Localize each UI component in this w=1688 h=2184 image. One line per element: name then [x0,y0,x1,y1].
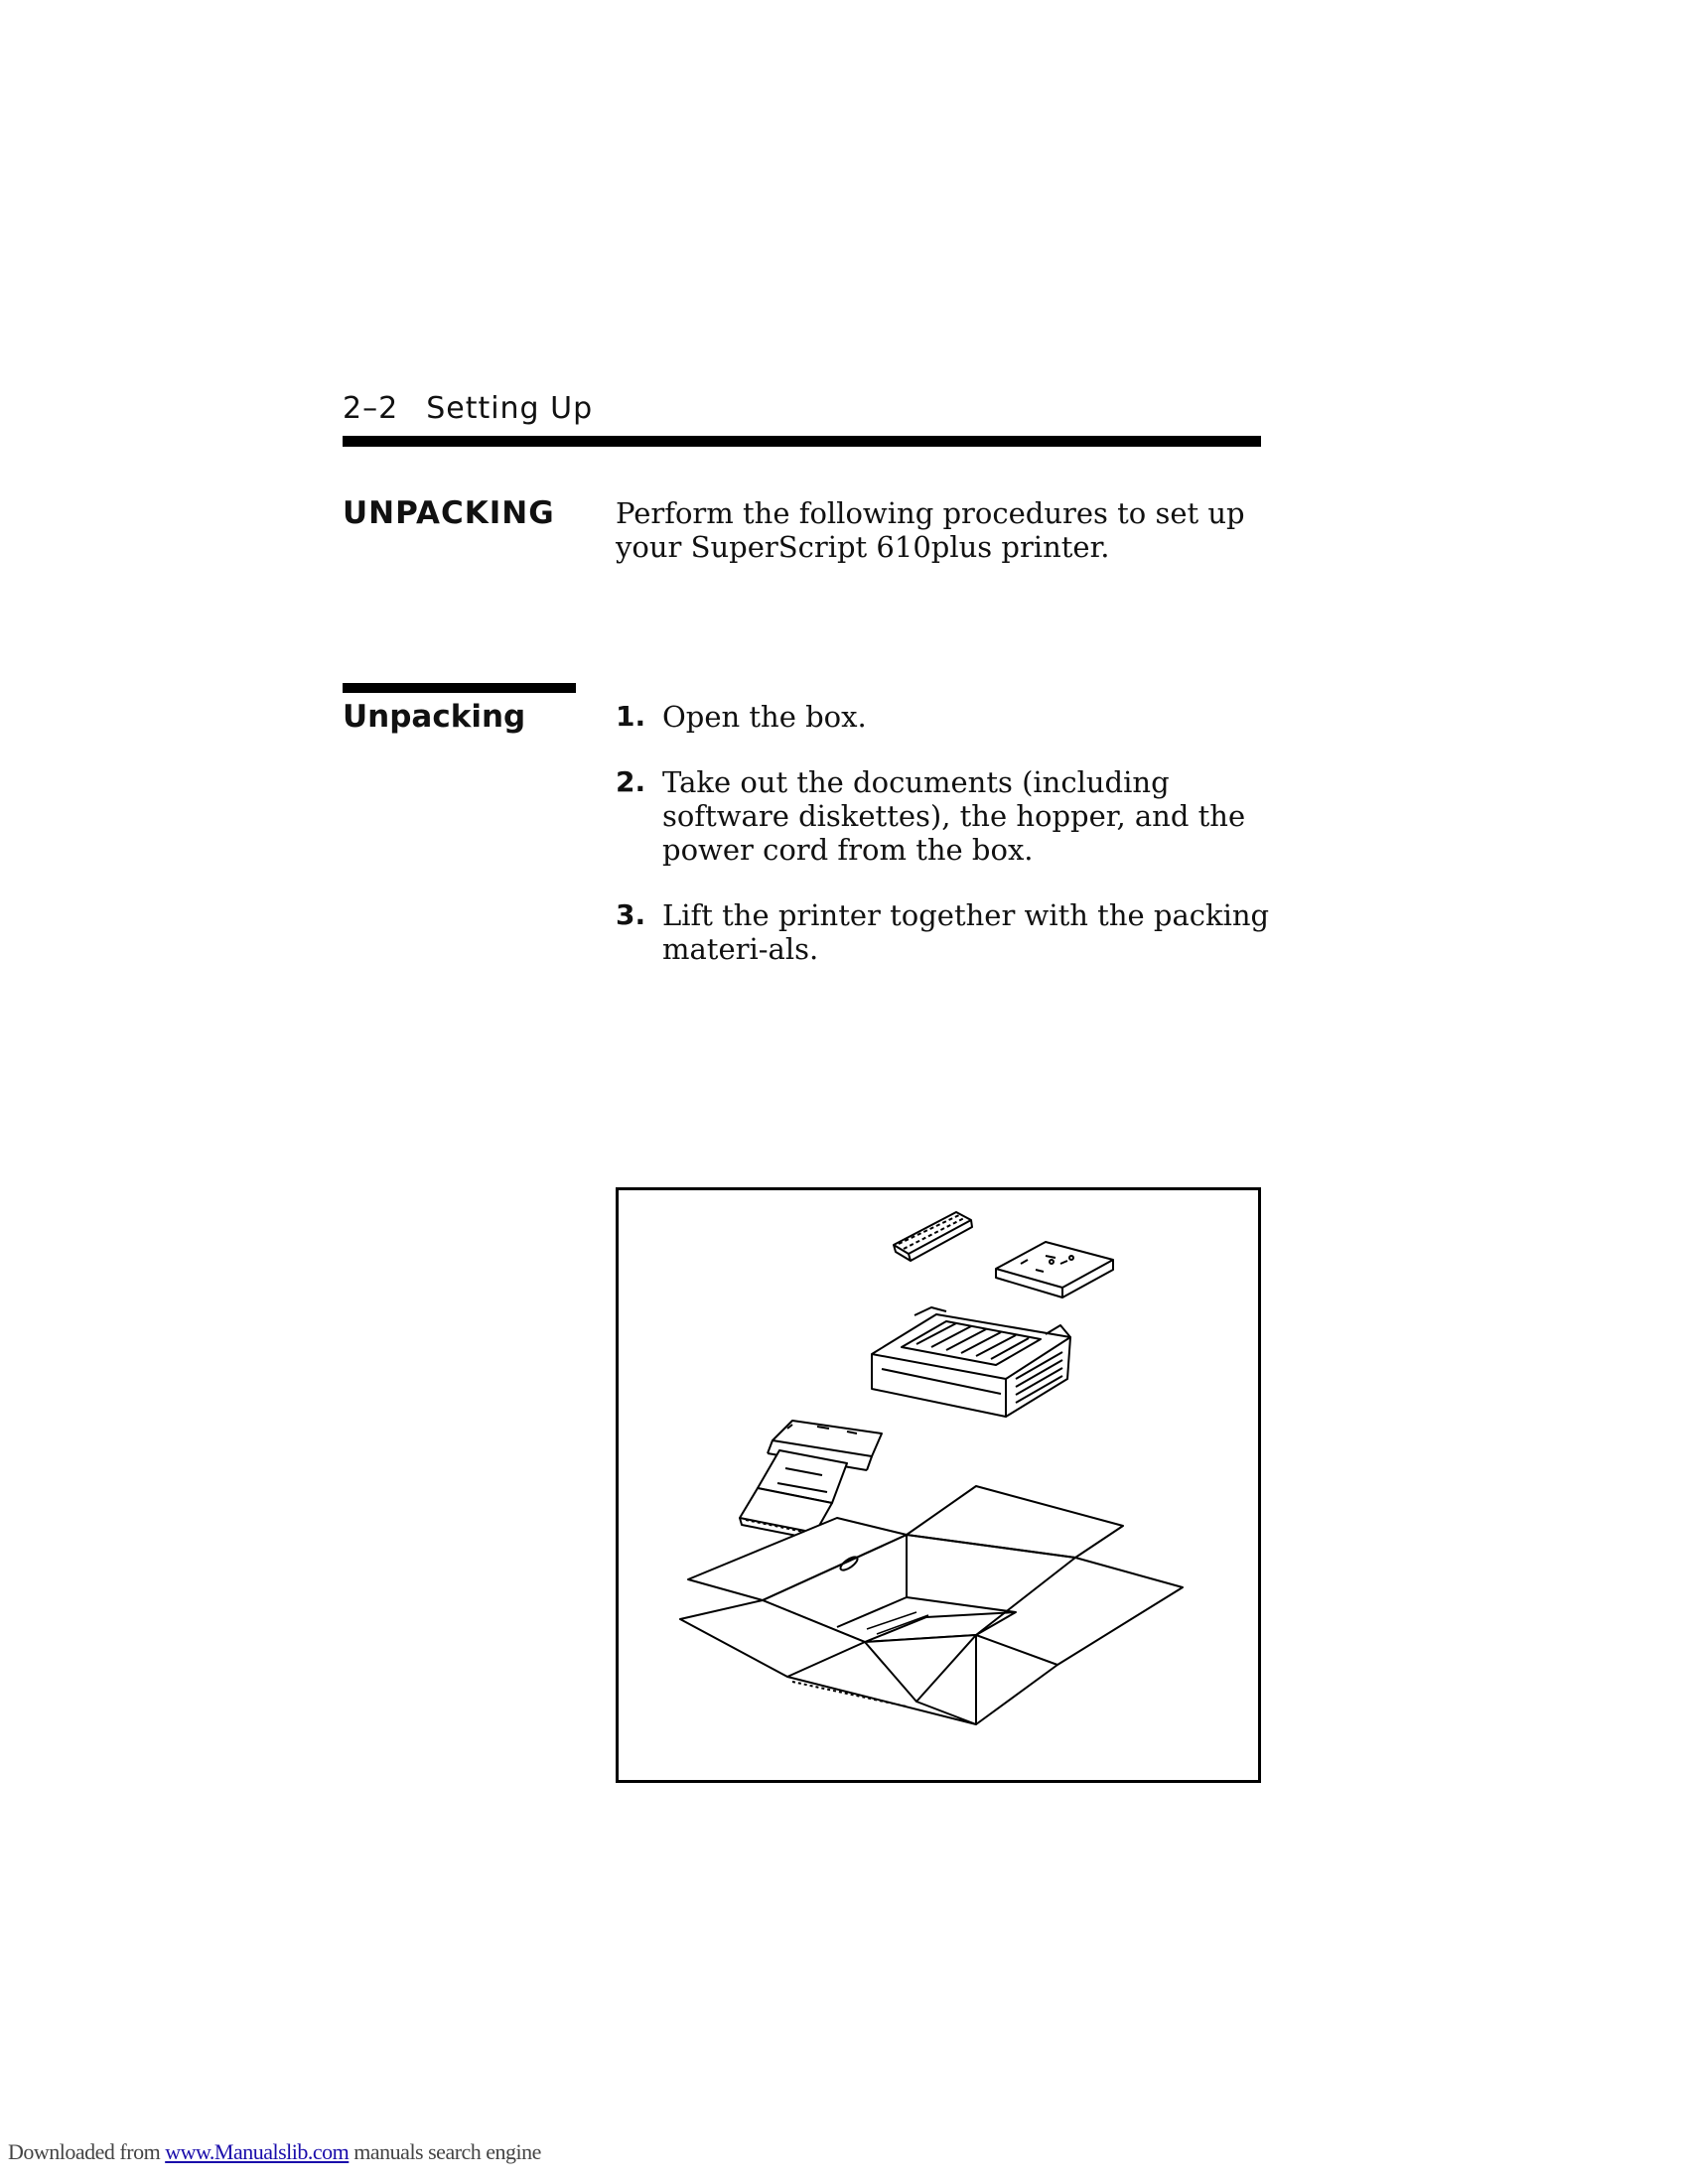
footer-suffix: manuals search engine [349,2139,541,2164]
step-text: Take out the documents (including software diskettes), the hopper, and the power cord from the box. [662,765,1246,867]
main-heading: UNPACKING [343,495,555,531]
intro-paragraph: Perform the following procedures to set up your SuperScript 610plus printer. [616,496,1245,564]
running-header [343,391,593,426]
subheading-rule [343,683,576,693]
step-item [616,898,1271,966]
download-footer [8,2139,541,2165]
manualslib-link[interactable]: www.Manualslib.com [165,2139,350,2164]
steps-list [616,700,1271,998]
unpacking-drawing [619,1190,1258,1780]
documents-box-icon [996,1242,1113,1297]
step-number: 2. [616,765,646,798]
header-rule [343,436,1261,447]
page-number: 2–2 [343,391,399,426]
sub-heading: Unpacking [343,699,526,735]
printer-icon [872,1307,1070,1417]
power-cord-icon [894,1212,972,1261]
step-text: Open the box. [662,700,867,734]
hopper-icon [740,1421,882,1540]
footer-prefix: Downloaded from [8,2139,166,2164]
section-title: Setting Up [426,391,594,426]
unpacking-illustration [616,1187,1261,1783]
step-item [616,765,1271,867]
step-text: Lift the printer together with the packing materi-als. [662,898,1270,966]
step-number: 1. [616,700,646,733]
step-item [616,700,1271,734]
step-number: 3. [616,898,646,931]
